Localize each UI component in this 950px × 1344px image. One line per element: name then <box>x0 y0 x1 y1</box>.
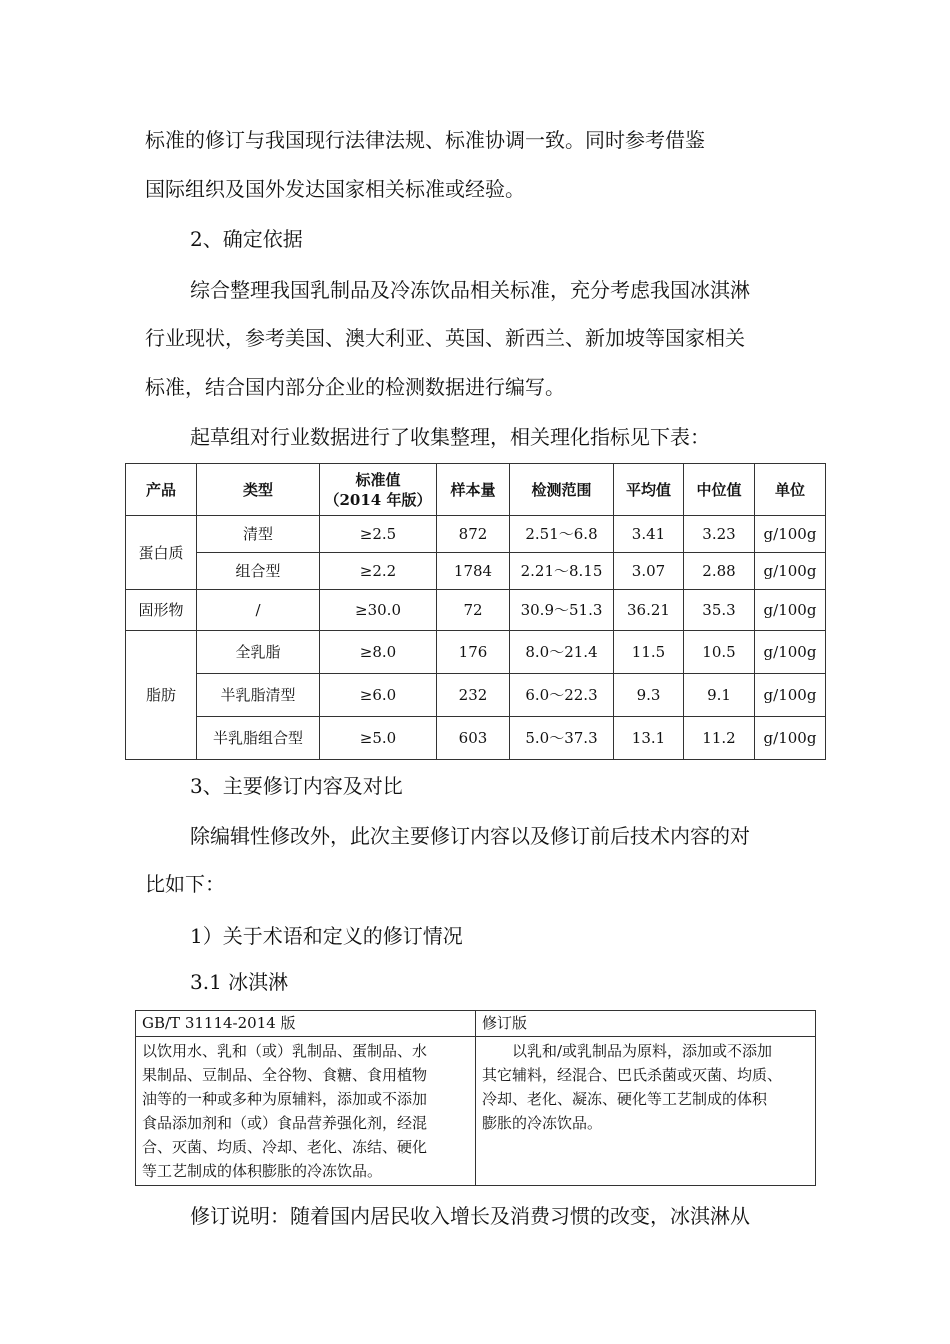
definition-line: 食品添加剂和（或）食品营养强化剂，经混 <box>142 1114 428 1132</box>
new-definition <box>476 1037 816 1186</box>
table-cell: 176 <box>437 631 510 674</box>
table-cell: 6.0～22.3 <box>510 674 614 717</box>
table-cell: 10.5 <box>684 631 755 674</box>
definition-line: 油等的一种或多种为原辅料，添加或不添加 <box>142 1090 428 1108</box>
definition-line: 果制品、豆制品、全谷物、食糖、食用植物 <box>142 1066 428 1084</box>
old-definition <box>136 1037 476 1186</box>
table-cell: 232 <box>437 674 510 717</box>
table-cell: 8.0～21.4 <box>510 631 614 674</box>
table-cell: 872 <box>437 516 510 553</box>
subsection-heading: 1）关于术语和定义的修订情况 <box>190 924 463 948</box>
table-cell: 11.5 <box>614 631 684 674</box>
table-cell: 3.41 <box>614 516 684 553</box>
definition-line: 以乳和/或乳制品为原料，添加或不添加 <box>482 1042 773 1060</box>
table-cell: 13.1 <box>614 717 684 760</box>
table-row <box>126 674 826 717</box>
table-cell: g/100g <box>755 516 826 553</box>
definition-line: 其它辅料，经混合、巴氏杀菌或灭菌、均质、 <box>482 1066 783 1084</box>
header-line: （2014 年版） <box>324 490 432 509</box>
table-cell: 603 <box>437 717 510 760</box>
product-cell: 固形物 <box>126 590 197 631</box>
paragraph-line: 标准，结合国内部分企业的检测数据进行编写。 <box>145 375 565 399</box>
table-cell: 3.23 <box>684 516 755 553</box>
paragraph-line: 除编辑性修改外，此次主要修订内容以及修订前后技术内容的对 <box>190 824 750 848</box>
table-cell: ≥2.5 <box>320 516 437 553</box>
table-row <box>126 590 826 631</box>
paragraph-line: 修订说明：随着国内居民收入增长及消费习惯的改变，冰淇淋从 <box>190 1204 750 1228</box>
table-cell: 9.1 <box>684 674 755 717</box>
table-row <box>126 553 826 590</box>
table-cell: ≥6.0 <box>320 674 437 717</box>
table-cell: ≥5.0 <box>320 717 437 760</box>
paragraph-line: 起草组对行业数据进行了收集整理，相关理化指标见下表： <box>190 425 710 449</box>
paragraph-line: 国际组织及国外发达国家相关标准或经验。 <box>145 177 525 201</box>
definition-comparison-table <box>135 1010 816 1186</box>
table-cell: ≥8.0 <box>320 631 437 674</box>
header-cell: GB/T 31114-2014 版 <box>136 1011 476 1037</box>
table-row <box>126 717 826 760</box>
table-cell: g/100g <box>755 590 826 631</box>
table-cell: g/100g <box>755 717 826 760</box>
header-cell: 类型 <box>197 464 320 516</box>
table-cell: 35.3 <box>684 590 755 631</box>
table-cell: ≥2.2 <box>320 553 437 590</box>
table-cell: 36.21 <box>614 590 684 631</box>
table-cell: 半乳脂清型 <box>197 674 320 717</box>
definition-line: 合、灭菌、均质、冷却、老化、冻结、硬化 <box>142 1138 428 1156</box>
table-cell: 3.07 <box>614 553 684 590</box>
definition-line: 以饮用水、乳和（或）乳制品、蛋制品、水 <box>142 1042 428 1060</box>
table-cell: 5.0～37.3 <box>510 717 614 760</box>
header-cell <box>320 464 437 516</box>
table-row <box>126 631 826 674</box>
paragraph-line: 行业现状，参考美国、澳大利亚、英国、新西兰、新加坡等国家相关 <box>145 326 745 350</box>
product-cell: 蛋白质 <box>126 516 197 590</box>
header-cell: 平均值 <box>614 464 684 516</box>
section-heading: 3、主要修订内容及对比 <box>190 774 403 798</box>
physicochemical-table <box>125 463 826 760</box>
header-cell: 产品 <box>126 464 197 516</box>
table-cell: 9.3 <box>614 674 684 717</box>
definition-line: 等工艺制成的体积膨胀的冷冻饮品。 <box>142 1162 383 1180</box>
header-cell: 中位值 <box>684 464 755 516</box>
table-cell: g/100g <box>755 553 826 590</box>
definition-line: 膨胀的冷冻饮品。 <box>482 1114 603 1132</box>
table-cell: 全乳脂 <box>197 631 320 674</box>
table-cell: 72 <box>437 590 510 631</box>
paragraph-line: 比如下： <box>145 872 225 896</box>
table-cell: 2.51～6.8 <box>510 516 614 553</box>
header-cell: 样本量 <box>437 464 510 516</box>
table-cell: 2.88 <box>684 553 755 590</box>
table-cell: 1784 <box>437 553 510 590</box>
subsection-heading: 3.1 冰淇淋 <box>190 970 289 994</box>
header-cell: 单位 <box>755 464 826 516</box>
definition-line: 冷却、老化、凝冻、硬化等工艺制成的体积 <box>482 1090 768 1108</box>
table-cell: g/100g <box>755 631 826 674</box>
table-cell: g/100g <box>755 674 826 717</box>
section-heading: 2、确定依据 <box>190 227 303 251</box>
paragraph-line: 综合整理我国乳制品及冷冻饮品相关标准，充分考虑我国冰淇淋 <box>190 278 750 302</box>
table-cell: / <box>197 590 320 631</box>
table-row <box>126 516 826 553</box>
table-cell: 30.9～51.3 <box>510 590 614 631</box>
table-cell: ≥30.0 <box>320 590 437 631</box>
header-cell: 修订版 <box>476 1011 816 1037</box>
header-line: 标准值 <box>355 470 401 489</box>
table-cell: 2.21～8.15 <box>510 553 614 590</box>
header-cell: 检测范围 <box>510 464 614 516</box>
table-cell: 半乳脂组合型 <box>197 717 320 760</box>
table-cell: 组合型 <box>197 553 320 590</box>
table-cell: 清型 <box>197 516 320 553</box>
table-cell: 11.2 <box>684 717 755 760</box>
product-cell: 脂肪 <box>126 631 197 760</box>
paragraph-line: 标准的修订与我国现行法律法规、标准协调一致。同时参考借鉴 <box>145 128 705 152</box>
